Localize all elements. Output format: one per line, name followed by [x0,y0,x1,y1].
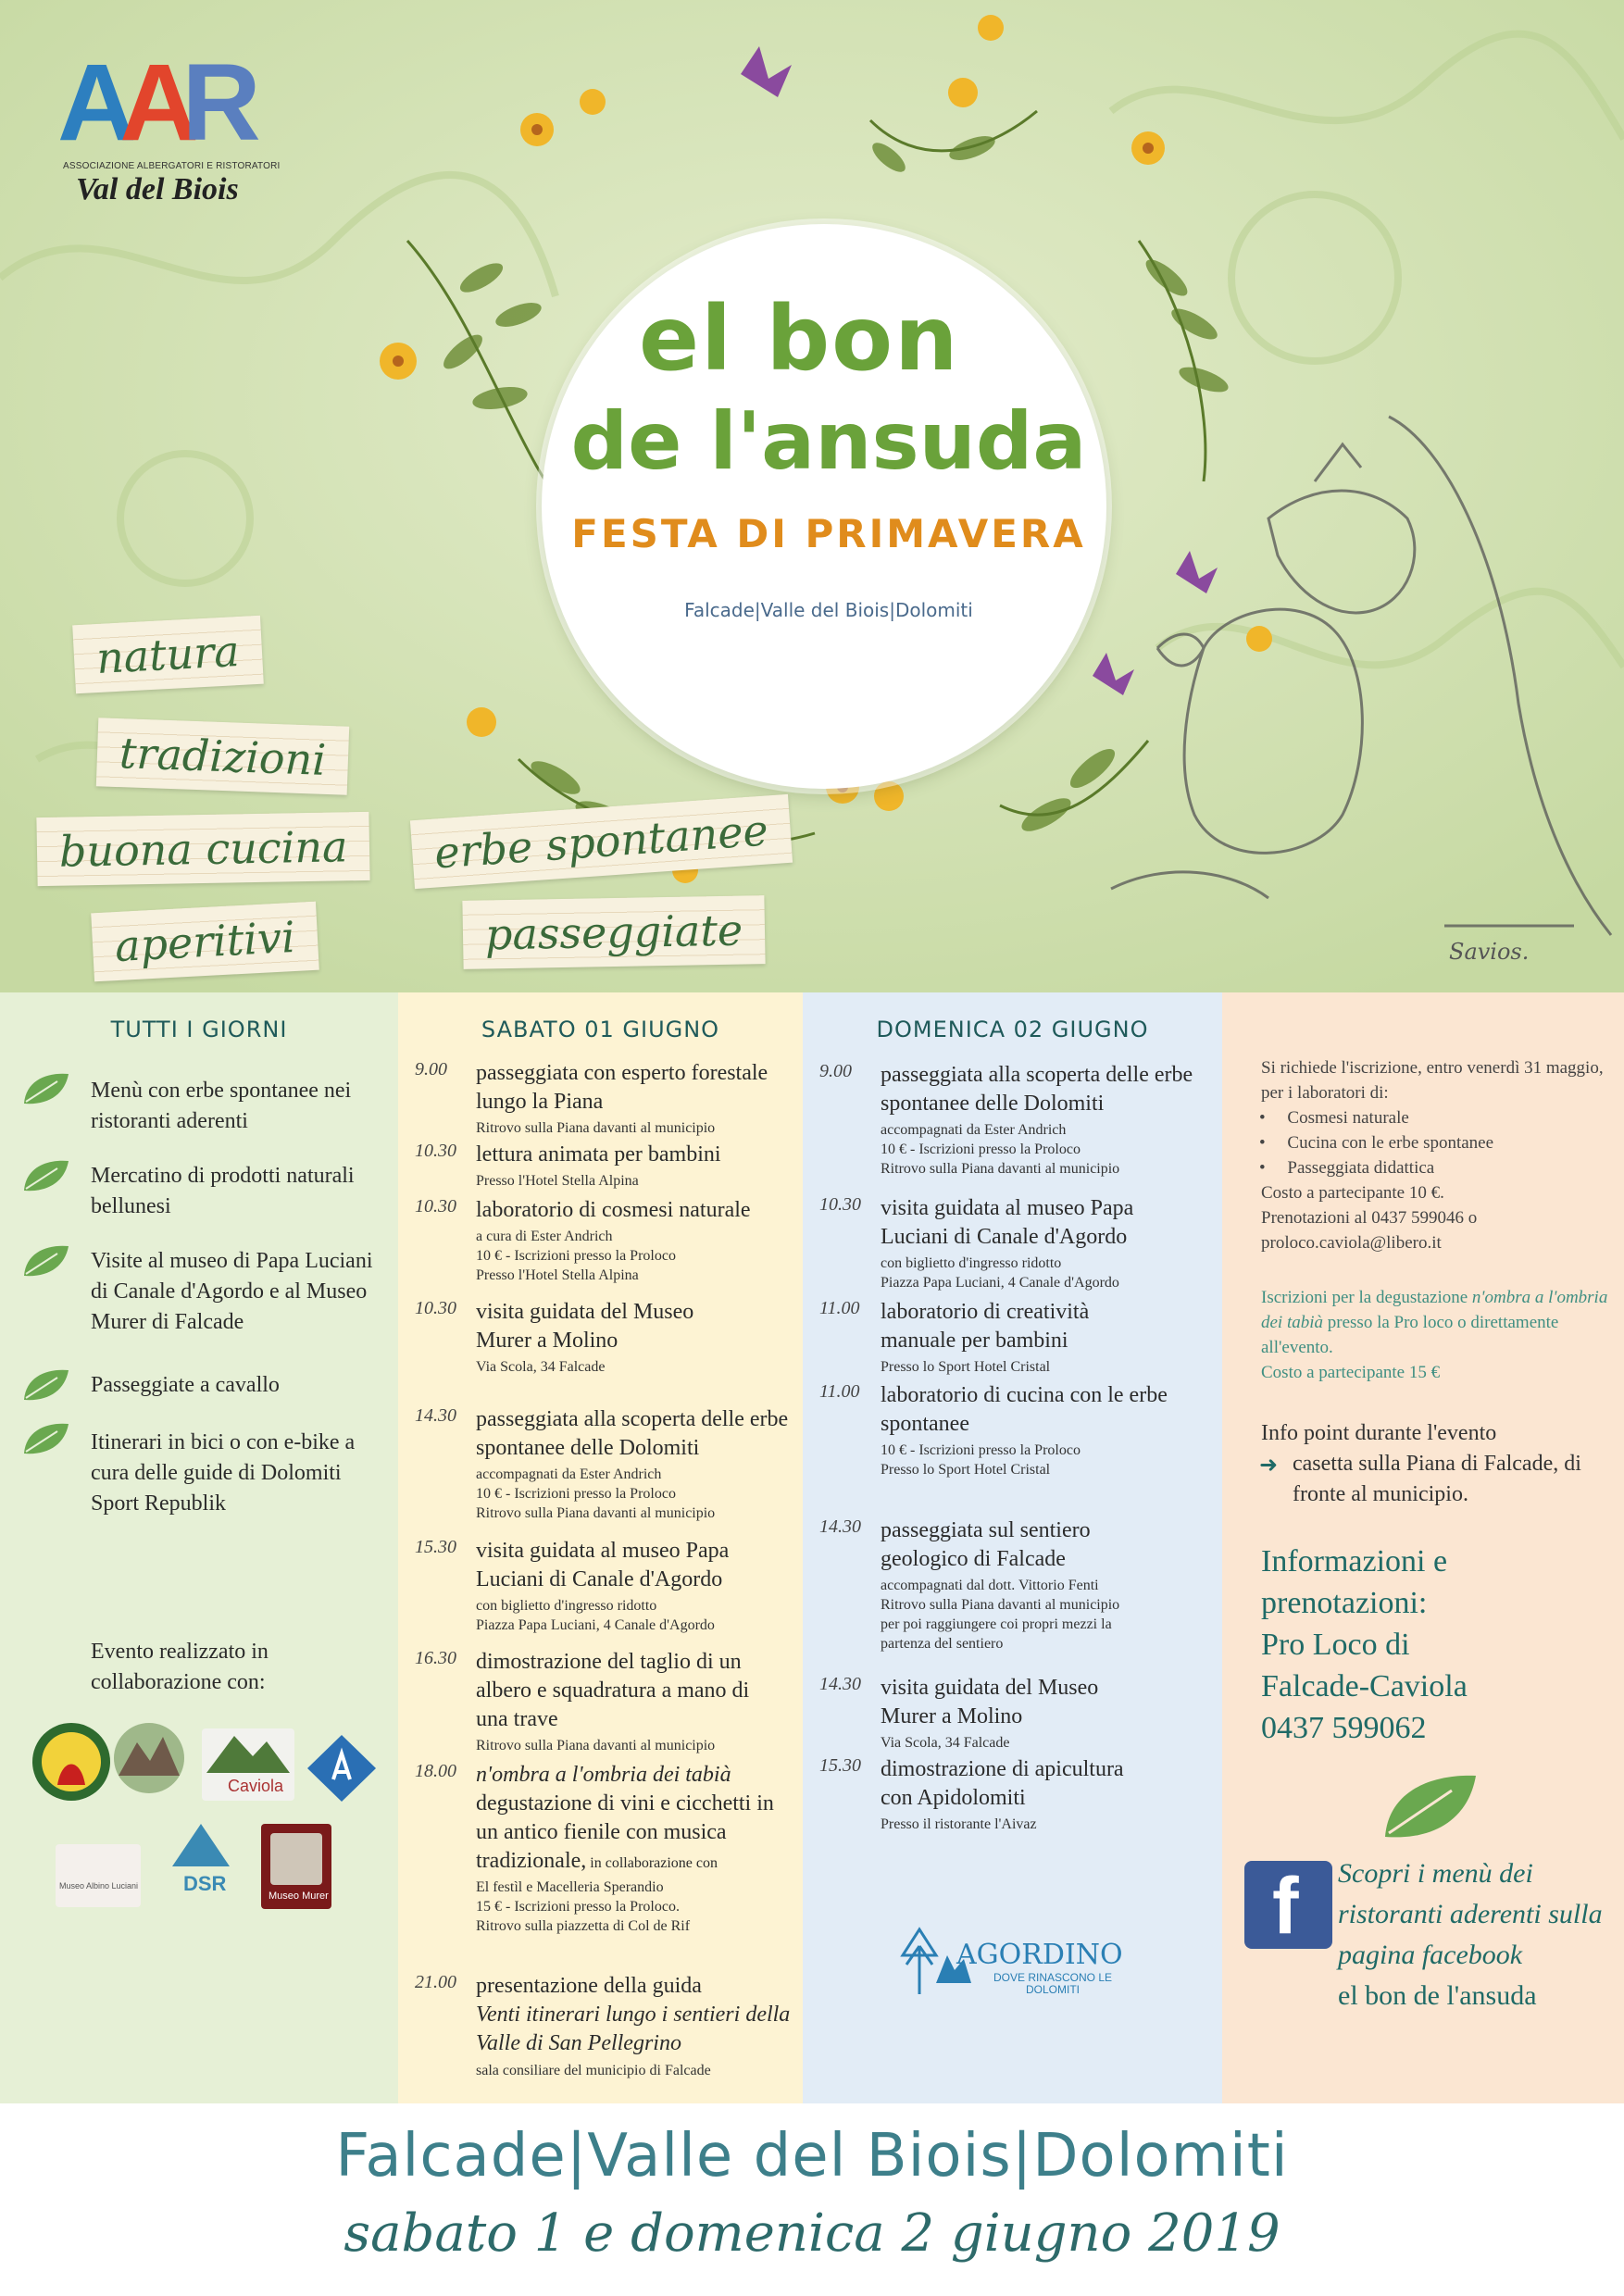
event-title: presentazione della guida [476,1974,702,1998]
leaf-icon [20,1242,72,1279]
tag-strip-buona-cucina: buona cucina [36,812,370,886]
murer-portrait [270,1833,322,1885]
leaf-icon [20,1157,72,1194]
event-time: 14.30 [415,1405,456,1426]
event-time: 15.30 [819,1755,861,1776]
column-saturday [398,992,803,2103]
footer-location: Falcade|Valle del Biois|Dolomiti [335,2122,1289,2190]
bullet-item: • Cosmesi naturale [1259,1108,1409,1128]
info-point-place: casetta sulla Piana di Falcade, di fronte al municipio. [1293,1452,1581,1506]
agordino-tagline: DOVE RINASCONO LE DOLOMITI [993,1971,1113,1996]
badge-location: Falcade|Valle del Biois|Dolomiti [684,599,973,621]
event-note: Via Scola, 34 Falcade [476,1359,606,1375]
logo-name: Val del Biois [76,172,239,206]
event-note: accompagnati da Ester Andrich 10 € - Iscrizioni presso la Proloco Ritrovo sulla Piana davanti al municipio [476,1466,716,1521]
facebook-icon[interactable]: f [1244,1861,1332,1949]
degustation-name: n'ombra a l'ombria dei tabià [1261,1288,1608,1332]
hero-banner [0,0,1624,992]
column-sunday [803,992,1222,2103]
event-note: 10 € - Iscrizioni presso la Proloco Presso lo Sport Hotel Cristal [881,1442,1081,1478]
info-point-label: Info point durante l'evento [1261,1421,1497,1445]
facebook-page-name: el bon de l'ansuda [1338,1980,1537,2011]
bullet-text: Passeggiata didattica [1287,1158,1435,1178]
artist-signature: Savios. [1449,939,1530,965]
info-line: Informazioni e [1261,1544,1448,1578]
registration-bullets [1259,1105,1602,1180]
event-note: Presso lo Sport Hotel Cristal [881,1359,1051,1375]
event-note: a cura di Ester Andrich 10 € - Iscrizioni presso la Proloco Presso l'Hotel Stella Alpina [476,1229,676,1283]
event-note: El festìl e Macelleria Sperandio 15 € - Iscrizioni presso la Proloco. Ritrovo sulla piazzetta di Col de Rif [476,1879,691,1934]
caviola-mountain-icon [202,1728,294,1775]
sponsor-logo-apidolomiti [306,1733,378,1803]
info-contacts [1261,1541,1613,1749]
event-subtitle: FESTA DI PRIMAVERA [571,511,1086,556]
event-note: sala consiliare del municipio di Falcade [476,2063,711,2078]
event-title: laboratorio di cucina con le erbe spontanee [881,1383,1168,1436]
event-time: 14.30 [819,1516,861,1537]
event-title: laboratorio di creatività manuale per bambini [881,1300,1090,1353]
event-title-italic: n'ombra a l'ombria dei tabià [476,1763,731,1787]
event-title-line1: el bon [639,287,960,391]
event-title: visita guidata al museo Papa Luciani di Canale d'Agordo [476,1539,730,1591]
list-item-bici: Itinerari in bici o con e-bike a cura delle guide di Dolomiti Sport Republik [91,1430,356,1516]
bullet-item: • Passeggiata didattica [1259,1158,1435,1178]
event-title: visita guidata al museo Papa Luciani di Canale d'Agordo [881,1196,1134,1249]
registration-cost: Costo a partecipante 10 €. [1261,1183,1444,1203]
leaf-icon [1380,1770,1481,1844]
list-item-menu: Menù con erbe spontanee nei ristoranti aderenti [91,1079,352,1133]
event-title: lettura animata per bambini [476,1142,721,1167]
event-title: dimostrazione del taglio di un albero e squadratura a mano di una trave [476,1650,750,1731]
degustation-cost: Costo a partecipante 15 € [1261,1363,1441,1382]
dsr-mountain-icon [167,1818,235,1870]
event-title: passeggiata alla scoperta delle erbe spontanee delle Dolomiti [881,1063,1193,1116]
event-title: visita guidata del Museo Murer a Molino [881,1676,1099,1728]
sponsor-logo-2 [111,1720,187,1800]
tag-strip-natura: natura [72,616,263,694]
event-title: passeggiata alla scoperta delle erbe spontanee delle Dolomiti [476,1407,789,1460]
event-title-italic: Venti itinerari lungo i sentieri della Valle di San Pellegrino [476,2003,791,2055]
event-note: Presso il ristorante l'Aivaz [881,1816,1037,1832]
event-time: 9.00 [415,1059,447,1079]
event-time: 21.00 [415,1972,456,1992]
sponsor-logo-museo-murer [261,1824,331,1909]
logo-letter-a2: A [119,42,182,164]
footer-date: sabato 1 e domenica 2 giugno 2019 [344,2203,1280,2264]
column-every-day [0,992,398,2103]
event-title: passeggiata sul sentiero geologico di Falcade [881,1518,1091,1571]
list-item-musei: Visite al museo di Papa Luciani di Canale d'Agordo e al Museo Murer di Falcade [91,1249,373,1334]
sponsor-logo-museo-luciani [56,1844,141,1907]
tag-strip-erbe-spontanee: erbe spontanee [410,794,793,889]
event-time: 14.30 [819,1674,861,1694]
registration-phone: Prenotazioni al 0437 599046 o [1261,1208,1478,1228]
sponsor-luciani-label: Museo Albino Luciani [59,1881,139,1890]
event-title-block [476,1761,795,1878]
tag-strip-tradizioni: tradizioni [96,718,349,794]
event-note: accompagnati da Ester Andrich 10 € - Iscrizioni presso la Proloco Ritrovo sulla Piana davanti al municipio [881,1122,1120,1177]
sponsor-logo-dsr [167,1818,235,1907]
arrow-right-icon: ➜ [1259,1454,1279,1478]
logo-letter-a1: A [57,42,120,164]
registration-intro: Si richiede l'iscrizione, entro venerdì 31 maggio, per i laboratori di: [1261,1058,1604,1103]
event-title: passeggiata con esperto forestale lungo la Piana [476,1061,768,1114]
event-time: 15.30 [415,1537,456,1557]
event-time: 9.00 [819,1061,852,1081]
event-time: 11.00 [819,1298,860,1318]
registration-email: proloco.caviola@libero.it [1261,1233,1442,1253]
tag-strip-passeggiate: passeggiate [462,895,765,969]
event-title-line2: de l'ansuda [570,395,1087,488]
column-heading-every-day: TUTTI I GIORNI [110,1017,288,1042]
degustation-text-b: presso la Pro loco o direttamente all'evento. [1261,1313,1559,1357]
event-note: con biglietto d'ingresso ridotto Piazza Papa Luciani, 4 Canale d'Agordo [476,1598,715,1633]
event-title: visita guidata del Museo Murer a Molino [476,1300,694,1353]
aar-logo [57,42,281,215]
bullet-text: Cucina con le erbe spontanee [1287,1133,1494,1153]
bullet-text: Cosmesi naturale [1287,1108,1409,1128]
info-phone: 0437 599062 [1261,1711,1427,1745]
event-time: 10.30 [819,1194,861,1215]
event-title: laboratorio di cosmesi naturale [476,1198,751,1222]
event-note: Ritrovo sulla Piana davanti al municipio [476,1120,716,1136]
event-time: 11.00 [819,1381,860,1402]
facebook-promo [1338,1853,1616,2016]
list-item-mercatino: Mercatino di prodotti naturali bellunesi [91,1164,355,1218]
leaf-icon [20,1366,72,1404]
column-heading-saturday: SABATO 01 GIUGNO [481,1017,720,1042]
event-title-badge [542,224,1106,789]
event-title-block [476,1972,795,2058]
event-title: degustazione di vini e cicchetti in un antico fienile con musica tradizionale, [476,1791,774,1873]
event-title-tail: in collaborazione con [586,1855,718,1871]
event-note: Ritrovo sulla Piana davanti al municipio [476,1738,716,1753]
event-note: con biglietto d'ingresso ridotto Piazza Papa Luciani, 4 Canale d'Agordo [881,1255,1119,1291]
logo-letter-r: R [181,42,244,164]
event-time: 18.00 [415,1761,456,1781]
footer [0,2103,1624,2296]
event-note: Presso l'Hotel Stella Alpina [476,1173,639,1189]
logo-letters [57,42,244,164]
facebook-promo-text: Scopri i menù dei ristoranti aderenti sulla pagina facebook [1338,1858,1603,1970]
event-time: 16.30 [415,1648,456,1668]
leaf-icon [20,1420,72,1457]
info-line: Falcade-Caviola [1261,1669,1468,1703]
logo-tagline: ASSOCIAZIONE ALBERGATORI E RISTORATORI [63,161,281,171]
collaboration-label: Evento realizzato in collaborazione con: [91,1640,269,1694]
list-item-cavallo: Passeggiate a cavallo [91,1373,280,1397]
event-note: Via Scola, 34 Falcade [881,1735,1010,1751]
leaf-icon [20,1070,72,1107]
degustation-info [1261,1285,1608,1360]
sponsor-dsr-label: DSR [183,1872,227,1895]
event-time: 10.30 [415,1141,456,1161]
info-line: Pro Loco di [1261,1628,1410,1662]
bullet-item: • Cucina con le erbe spontanee [1259,1133,1494,1153]
event-time: 10.30 [415,1298,456,1318]
tag-strip-aperitivi: aperitivi [91,902,319,982]
event-note: accompagnati dal dott. Vittorio Fenti Ritrovo sulla Piana davanti al municipio per poi raggiungere coi propri mezzi la partenza del sentiero [881,1578,1120,1652]
sponsor-logo-1 [30,1720,113,1803]
sponsor-caviola-label: Caviola [228,1777,284,1795]
degustation-text-a: Iscrizioni per la degustazione [1261,1288,1472,1307]
column-info [1222,992,1624,2103]
sponsor-logo-caviola [202,1728,294,1801]
sponsor-murer-label: Museo Murer [269,1890,329,1902]
agordino-name: AGORDINO [956,1939,1123,1971]
event-title: dimostrazione di apicultura con Apidolomiti [881,1757,1124,1810]
event-time: 10.30 [415,1196,456,1217]
column-heading-sunday: DOMENICA 02 GIUGNO [876,1017,1149,1042]
info-line: prenotazioni: [1261,1586,1428,1620]
